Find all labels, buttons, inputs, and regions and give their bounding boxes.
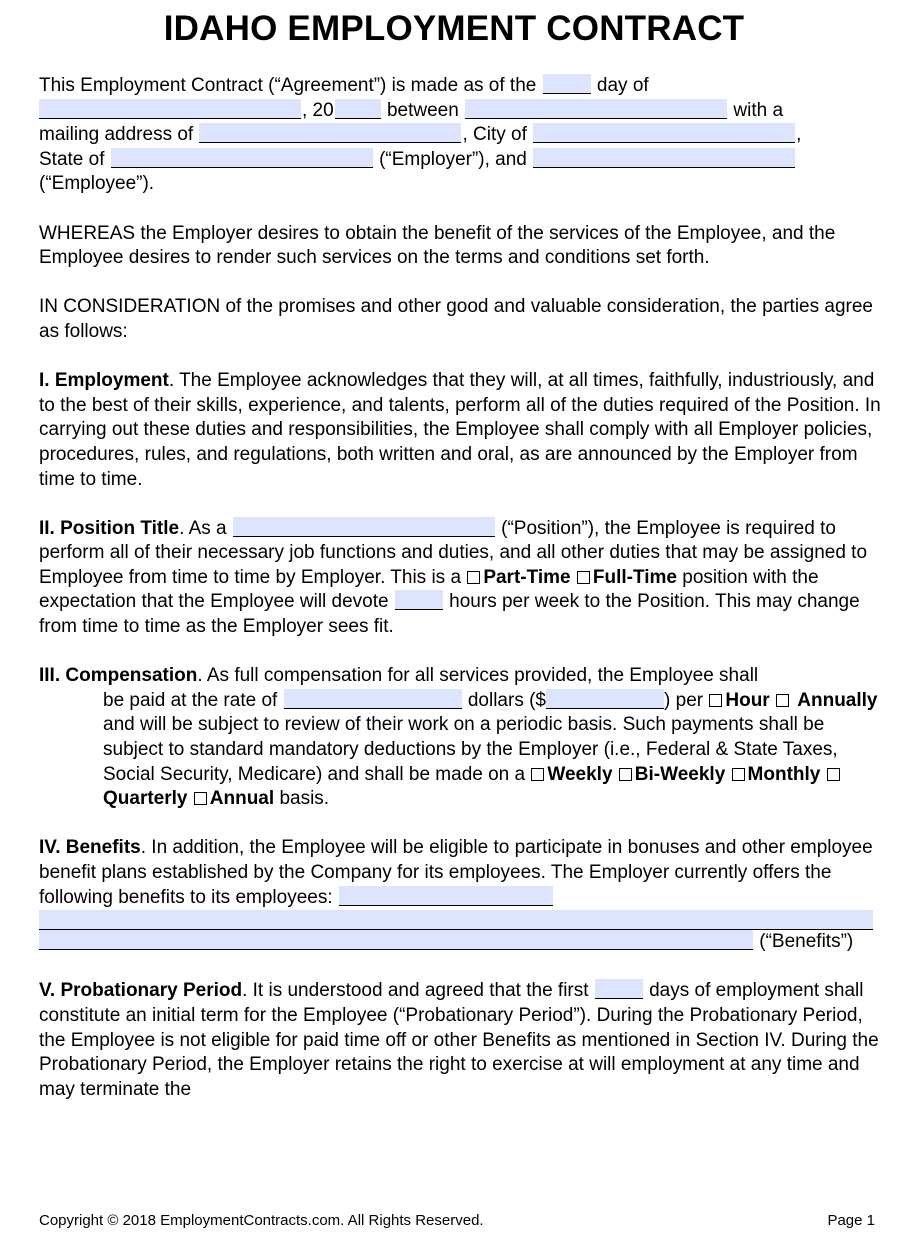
section-probationary-period xyxy=(39,979,881,1102)
footer-page-number: Page 1 xyxy=(827,1212,875,1229)
section-text: dollars ($ xyxy=(467,689,547,711)
intro-text: State of xyxy=(39,148,105,170)
quarterly-checkbox[interactable] xyxy=(827,768,840,781)
section-text: . As full compensation for all services provided, the Employee shall xyxy=(197,665,759,687)
section-heading: III. Compensation xyxy=(39,665,198,687)
section-position-title xyxy=(39,517,881,640)
hour-checkbox[interactable] xyxy=(709,694,722,707)
section-text: . As a xyxy=(179,517,227,539)
section-text: (“Position”), the Employee is required to perform all of their necessary job functions and duties, and all other duties that may be assigned to Employee from time to time by Employer. This is a xyxy=(39,517,868,588)
benefits-field-line-3[interactable] xyxy=(39,930,753,950)
intro-text: mailing address of xyxy=(39,124,194,146)
section-heading: I. Employment xyxy=(39,370,169,392)
annual-label: Annual xyxy=(209,788,275,810)
intro-text: (“Employer”), and xyxy=(379,148,527,170)
section-text: basis. xyxy=(279,788,330,810)
section-text: (“Benefits”) xyxy=(759,931,854,953)
section-text: days of employment shall constitute an initial term for the Employee (“Probationary Period”). During the Probationary Period, the Employee is not eligible for paid time off or other Benefits as mentioned in Section IV. During the Probationary Period, the Employer retains the right to exercise at will employment at any time and may terminate the xyxy=(39,980,879,1100)
probation-days-field[interactable] xyxy=(595,979,643,999)
pay-rate-amount-field[interactable] xyxy=(546,689,664,709)
monthly-label: Monthly xyxy=(747,763,821,785)
quarterly-label: Quarterly xyxy=(103,788,188,810)
intro-text: with a xyxy=(733,99,784,121)
intro-text: day of xyxy=(596,75,649,96)
section-text: be paid at the rate of xyxy=(103,689,278,711)
contract-body xyxy=(39,74,881,1102)
employer-name-field[interactable] xyxy=(465,99,727,119)
annually-label: Annually xyxy=(797,689,878,711)
full-time-label: Full-Time xyxy=(592,566,677,588)
weekly-label: Weekly xyxy=(547,763,613,785)
biweekly-label: Bi-Weekly xyxy=(634,763,726,785)
section-heading: II. Position Title xyxy=(39,517,180,539)
intro-paragraph xyxy=(39,74,881,197)
intro-text: , xyxy=(796,124,802,146)
document-title: IDAHO EMPLOYMENT CONTRACT xyxy=(163,9,745,48)
hour-label: Hour xyxy=(725,689,770,711)
employer-city-field[interactable] xyxy=(533,123,795,143)
part-time-label: Part-Time xyxy=(483,566,571,588)
weekly-checkbox[interactable] xyxy=(531,768,544,781)
intro-text: between xyxy=(386,99,459,121)
section-heading: V. Probationary Period xyxy=(39,980,243,1002)
section-text: and will be subject to review of their work on a periodic basis. Such payments shall be subject to standard mandatory deductions by the Employer (i.e., Federal & State Taxes, Social Security, Medicare) and shall be made on a xyxy=(103,714,838,785)
employee-name-field[interactable] xyxy=(533,148,795,168)
whereas-paragraph: WHEREAS the Employer desires to obtain the benefit of the services of the Employee, and the Employee desires to render such services on the terms and conditions set forth. xyxy=(39,222,836,269)
section-text: position with the expectation that the Employee will devote xyxy=(39,566,819,613)
biweekly-checkbox[interactable] xyxy=(619,768,632,781)
section-heading: IV. Benefits xyxy=(39,837,141,859)
consideration-paragraph: IN CONSIDERATION of the promises and other good and valuable consideration, the parties agree as follows: xyxy=(39,296,873,342)
weekly-hours-field[interactable] xyxy=(395,590,443,610)
benefits-field-line-2[interactable] xyxy=(39,910,873,930)
intro-text: This Employment Contract (“Agreement”) is made as of the xyxy=(39,75,537,96)
section-compensation xyxy=(39,664,881,812)
benefits-field-line-1[interactable] xyxy=(339,886,553,906)
footer-copyright: Copyright © 2018 EmploymentContracts.com. All Rights Reserved. xyxy=(39,1212,484,1229)
section-text: . In addition, the Employee will be eligible to participate in bonuses and other employee benefit plans established by the Company for its employees. The Employer currently offers the following benefits to its employees: xyxy=(39,837,873,908)
part-time-checkbox[interactable] xyxy=(467,571,480,584)
intro-text: , 20 xyxy=(302,99,334,121)
annually-checkbox[interactable] xyxy=(776,694,789,707)
section-text: ) per xyxy=(664,689,704,711)
section-employment xyxy=(39,369,881,492)
monthly-checkbox[interactable] xyxy=(732,768,745,781)
section-text: . The Employee acknowledges that they will, at all times, faithfully, industriously, and to the best of their skills, experience, and talents, perform all of the duties required of the Position. In carrying out these duties and responsibilities, the Employee shall comply with all Employer policies, procedures, rules, and regulations, both written and oral, as are announced by the Employer from time to time. xyxy=(39,370,881,490)
employer-state-field[interactable] xyxy=(111,148,373,168)
employer-address-field[interactable] xyxy=(199,123,461,143)
intro-text: , City of xyxy=(462,124,527,146)
intro-text: (“Employee”). xyxy=(39,173,155,195)
full-time-checkbox[interactable] xyxy=(577,571,590,584)
section-benefits xyxy=(39,836,881,954)
section-text: hours per week to the Position. This may change from time to time as the Employer sees fit. xyxy=(39,591,860,638)
position-title-field[interactable] xyxy=(233,517,495,537)
agreement-month-field[interactable] xyxy=(39,99,301,119)
section-text: . It is understood and agreed that the first xyxy=(242,980,589,1002)
pay-rate-words-field[interactable] xyxy=(284,689,462,709)
agreement-year-field[interactable] xyxy=(335,99,381,119)
compensation-indented-block xyxy=(39,689,881,812)
annual-checkbox[interactable] xyxy=(194,792,207,805)
agreement-day-field[interactable] xyxy=(543,74,591,94)
